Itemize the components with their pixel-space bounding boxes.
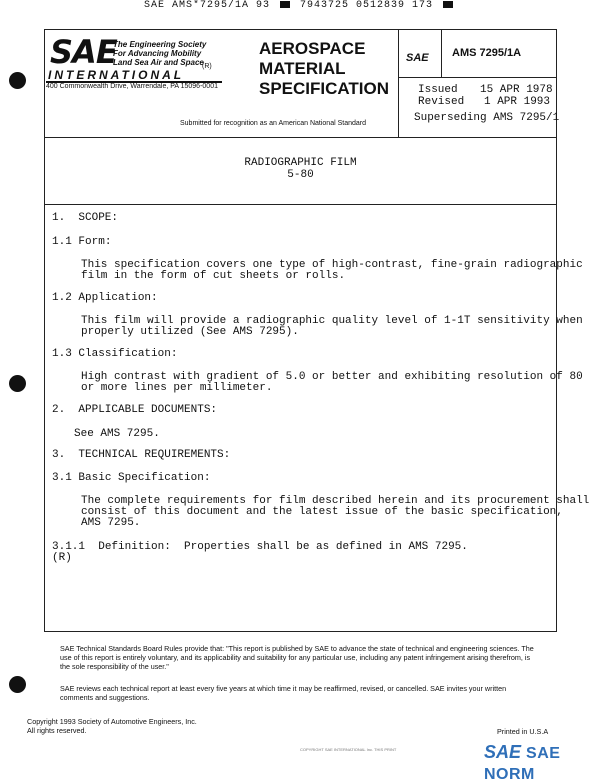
doc-id-left: SAE AMS*7295/1A 93	[143, 0, 270, 11]
section-text: This film will provide a radiographic quality level of 1-1T sensitivity when properly utilized (See AMS 7295).	[81, 315, 583, 338]
standards-board-rules: SAE Technical Standards Board Rules provide that: "This report is published by SAE to advance the state of technical and engineering sciences. The use of this report is entirely voluntary, and its applicability and suitability for any particular use, including any patent infringement arising therefrom, is the sole responsibility of the user."	[60, 644, 534, 671]
sae-logo: SAE	[50, 33, 117, 71]
section-heading: 1.1 Form:	[52, 236, 112, 248]
address: 400 Commonwealth Drive, Warrendale, PA 15096-0001	[46, 83, 218, 90]
review-note: SAE reviews each technical report at least every five years at which time it may be reaffirmed, revised, or cancelled. SAE invites your written comments and suggestions.	[60, 684, 507, 702]
sae-small-logo: SAE	[406, 52, 429, 64]
section-heading: 3. TECHNICAL REQUIREMENTS:	[52, 449, 231, 461]
section-text: See AMS 7295.	[74, 428, 160, 440]
punch-hole	[9, 676, 26, 693]
logo-international: INTERNATIONAL	[48, 68, 185, 82]
logo-tagline: The Engineering Society	[113, 40, 207, 49]
revised-label: Revised	[418, 96, 465, 108]
logo-tagline: For Advancing Mobility	[113, 49, 202, 58]
punch-hole	[9, 375, 26, 392]
title-line: RADIOGRAPHIC FILM	[244, 157, 357, 169]
spec-number: AMS 7295/1A	[452, 47, 522, 59]
section-heading: 2. APPLICABLE DOCUMENTS:	[52, 404, 218, 416]
section-heading: 1.3 Classification:	[52, 348, 178, 360]
issued-label: Issued	[418, 84, 458, 96]
divider	[44, 204, 557, 205]
revised-date: 1 APR 1993	[484, 96, 551, 108]
doc-id-right: 7943725 0512839 173	[300, 0, 434, 11]
divider	[398, 77, 557, 78]
section-heading: 3.1.1 Definition: Properties shall be as defined in AMS 7295. (R)	[52, 541, 468, 564]
section-heading: 1.2 Application:	[52, 292, 158, 304]
document-title	[44, 157, 557, 181]
sae-norm-watermark: SAE SAE NORM	[484, 742, 561, 783]
recognition-note: Submitted for recognition as an American National Standard	[180, 120, 366, 127]
section-heading: 1. SCOPE:	[52, 212, 119, 224]
issued-date: 15 APR 1978	[480, 84, 553, 96]
section-text: High contrast with gradient of 5.0 or better and exhibiting resolution of 80 or more lines per millimeter.	[81, 371, 583, 394]
punch-hole	[9, 72, 26, 89]
divider	[44, 137, 557, 138]
logo-tagline: Land Sea Air and Space	[113, 58, 204, 67]
section-text: The complete requirements for film described herein and its procurement shall consist of this document and the latest issue of the basic specification, AMS 7295.	[81, 495, 590, 529]
document-header-line	[0, 0, 600, 12]
spec-type-line: SPECIFICATION	[259, 79, 390, 98]
printed-in: Printed in U.S.A	[497, 727, 549, 736]
section-text: This specification covers one type of high-contrast, fine-grain radiographic film in the form of cut sheets or rolls.	[81, 259, 583, 282]
spec-type-line: AEROSPACE	[259, 39, 366, 58]
title-line: 5-80	[287, 169, 314, 181]
barcode-block	[280, 1, 290, 8]
divider	[441, 29, 442, 77]
spec-type-heading	[259, 39, 389, 99]
spec-type-line: MATERIAL	[259, 59, 346, 78]
section-heading: 3.1 Basic Specification:	[52, 472, 211, 484]
registered-mark: (R)	[202, 63, 212, 70]
faint-footer-text: COPYRIGHT SAE INTERNATIONAL Inc. THIS PRINT	[300, 747, 397, 752]
copyright-notice: Copyright 1993 Society of Automotive Engineers, Inc. All rights reserved.	[27, 717, 197, 735]
divider	[398, 29, 399, 137]
barcode-block	[443, 1, 453, 8]
superseding-note: Superseding AMS 7295/1	[414, 112, 560, 124]
